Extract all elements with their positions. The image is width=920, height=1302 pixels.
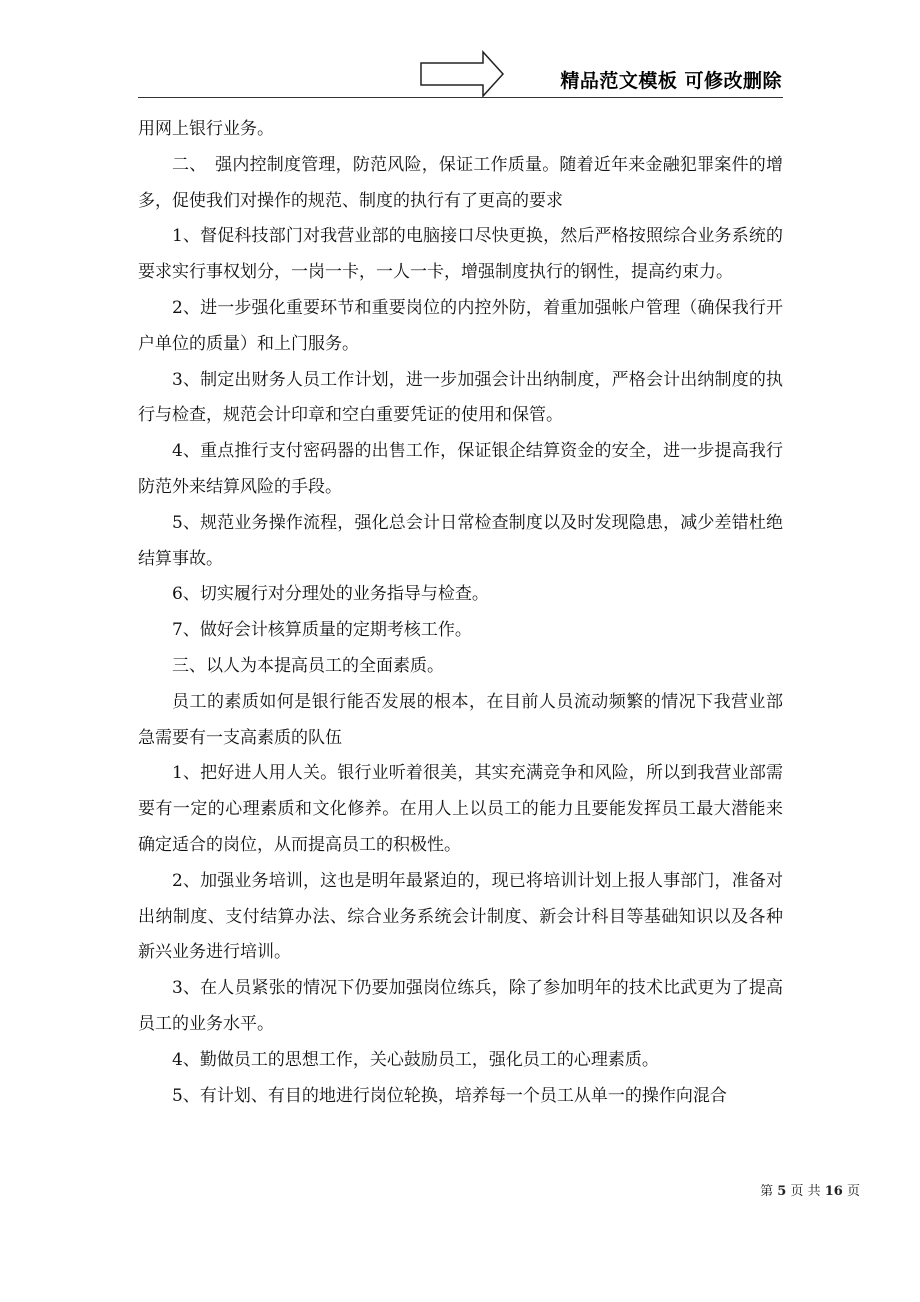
- paragraph: 1、把好进人用人关。银行业听着很美，其实充满竞争和风险，所以到我营业部需要有一定的心理素质和文化修养。在用人上以员工的能力且要能发挥员工最大潜能来确定适合的岗位，从而提高员工的积极性。: [138, 763, 783, 855]
- page-suffix: 页: [846, 1184, 860, 1199]
- total-pages: 16: [824, 1184, 843, 1199]
- document-body: [138, 112, 783, 1114]
- paragraph: 员工的素质如何是银行能否发展的根本，在目前人员流动频繁的情况下我营业部急需要有一支高素质的队伍: [138, 691, 783, 748]
- current-page: 5: [777, 1184, 787, 1199]
- paragraph: 7、做好会计核算质量的定期考核工作。: [172, 620, 472, 641]
- paragraph: 3、在人员紧张的情况下仍要加强岗位练兵，除了参加明年的技术比武更为了提高员工的业务水平。: [138, 978, 783, 1034]
- section-heading: 三、以人为本提高员工的全面素质。: [172, 655, 444, 676]
- page-header: [0, 0, 920, 100]
- arrow-icon: [0, 0, 920, 100]
- paragraph: 5、有计划、有目的地进行岗位轮换，培养每一个员工从单一的操作向混合: [172, 1085, 727, 1106]
- page-prefix: 第: [760, 1184, 774, 1199]
- page-middle: 页 共: [790, 1184, 821, 1199]
- paragraph: 1、督促科技部门对我营业部的电脑接口尽快更换，然后严格按照综合业务系统的要求实行事权划分，一岗一卡，一人一卡，增强制度执行的钢性，提高约束力。: [138, 226, 783, 283]
- header-divider: [138, 97, 783, 98]
- paragraph: 4、重点推行支付密码器的出售工作，保证银企结算资金的安全，进一步提高我行防范外来结算风险的手段。: [138, 441, 783, 497]
- paragraph: 3、制定出财务人员工作计划，进一步加强会计出纳制度，严格会计出纳制度的执行与检查，规范会计印章和空白重要凭证的使用和保管。: [138, 369, 783, 426]
- paragraph: 2、加强业务培训，这也是明年最紧迫的，现已将培训计划上报人事部门，准备对出纳制度、支付结算办法、综合业务系统会计制度、新会计科目等基础知识以及各种新兴业务进行培训。: [138, 870, 783, 963]
- paragraph: 用网上银行业务。: [138, 119, 274, 139]
- page-number: [760, 1180, 860, 1199]
- paragraph: 5、规范业务操作流程，强化总会计日常检查制度以及时发现隐患，减少差错杜绝结算事故。: [138, 512, 783, 569]
- header-title: 精品范文模板 可修改删除: [560, 70, 782, 92]
- paragraph: 4、勤做员工的思想工作，关心鼓励员工，强化员工的心理素质。: [172, 1049, 659, 1070]
- paragraph: 6、切实履行对分理处的业务指导与检查。: [172, 584, 489, 605]
- paragraph: 2、进一步强化重要环节和重要岗位的内控外防，着重加强帐户管理（确保我行开户单位的质量）和上门服务。: [138, 297, 783, 354]
- paragraph: 二、 强内控制度管理，防范风险，保证工作质量。随着近年来金融犯罪案件的增多，促使我们对操作的规范、制度的执行有了更高的要求: [138, 154, 783, 211]
